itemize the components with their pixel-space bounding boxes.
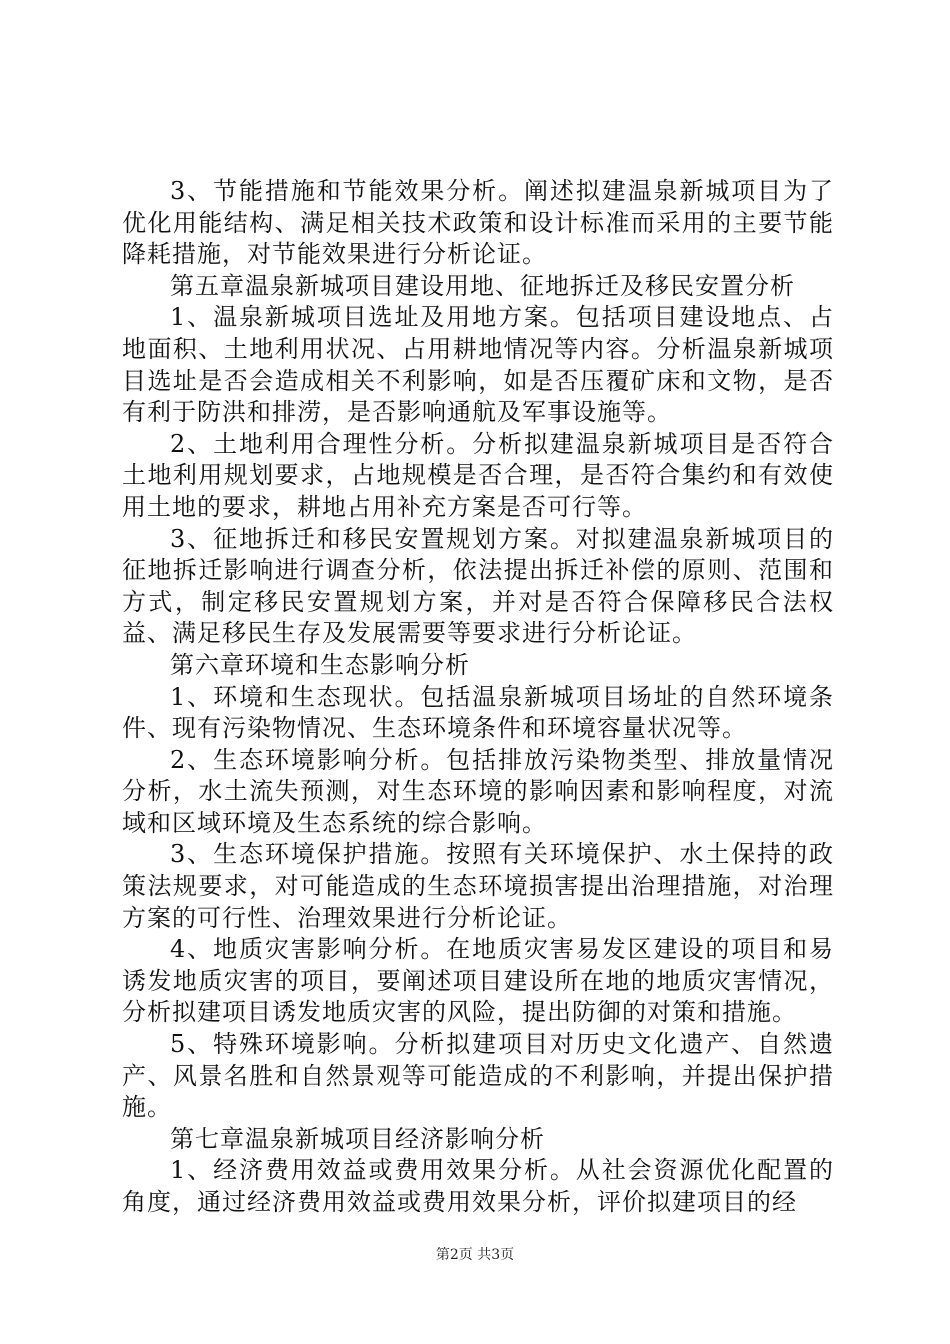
paragraph: 3、征地拆迁和移民安置规划方案。对拟建温泉新城项目的征地拆迁影响进行调查分析，依法提出拆迁补偿的原则、范围和方式，制定移民安置规划方案，并对是否符合保障移民合法权益、满足移民生存及发展需要等要求进行分析论证。 [122,524,834,648]
paragraph: 5、特殊环境影响。分析拟建项目对历史文化遗产、自然遗产、风景名胜和自然景观等可能造成的不利影响，并提出保护措施。 [122,1030,834,1122]
paragraph: 2、生态环境影响分析。包括排放污染物类型、排放量情况分析，水土流失预测，对生态环境的影响因素和影响程度，对流域和区域环境及生态系统的综合影响。 [122,745,834,837]
chapter-heading: 第七章温泉新城项目经济影响分析 [170,1124,545,1153]
paragraph: 2、土地利用合理性分析。分析拟建温泉新城项目是否符合土地利用规划要求，占地规模是否合理，是否符合集约和有效使用土地的要求，耕地占用补充方案是否可行等。 [122,429,834,521]
paragraph: 1、经济费用效益或费用效果分析。从社会资源优化配置的角度，通过经济费用效益或费用效果分析，评价拟建项目的经 [122,1156,834,1216]
paragraph: 1、环境和生态现状。包括温泉新城项目场址的自然环境条件、现有污染物情况、生态环境条件和环境容量状况等。 [122,682,834,743]
page-number-footer: 第2页 共3页 [435,1247,515,1263]
document-body [122,176,834,1219]
chapter-heading: 第五章温泉新城项目建设用地、征地拆迁及移民安置分析 [170,271,795,300]
paragraph: 1、温泉新城项目选址及用地方案。包括项目建设地点、占地面积、土地利用状况、占用耕地情况等内容。分析温泉新城项目选址是否会造成相关不利影响，如是否压覆矿床和文物，是否有利于防洪和排涝，是否影响通航及军事设施等。 [122,303,834,427]
paragraph: 3、生态环境保护措施。按照有关环境保护、水土保持的政策法规要求，对可能造成的生态环境损害提出治理措施，对治理方案的可行性、治理效果进行分析论证。 [122,840,834,932]
paragraph: 3、节能措施和节能效果分析。阐述拟建温泉新城项目为了优化用能结构、满足相关技术政策和设计标准而采用的主要节能降耗措施，对节能效果进行分析论证。 [122,177,834,269]
chapter-heading: 第六章环境和生态影响分析 [170,650,470,679]
paragraph: 4、地质灾害影响分析。在地质灾害易发区建设的项目和易诱发地质灾害的项目，要阐述项目建设所在地的地质灾害情况，分析拟建项目诱发地质灾害的风险，提出防御的对策和措施。 [122,935,834,1027]
